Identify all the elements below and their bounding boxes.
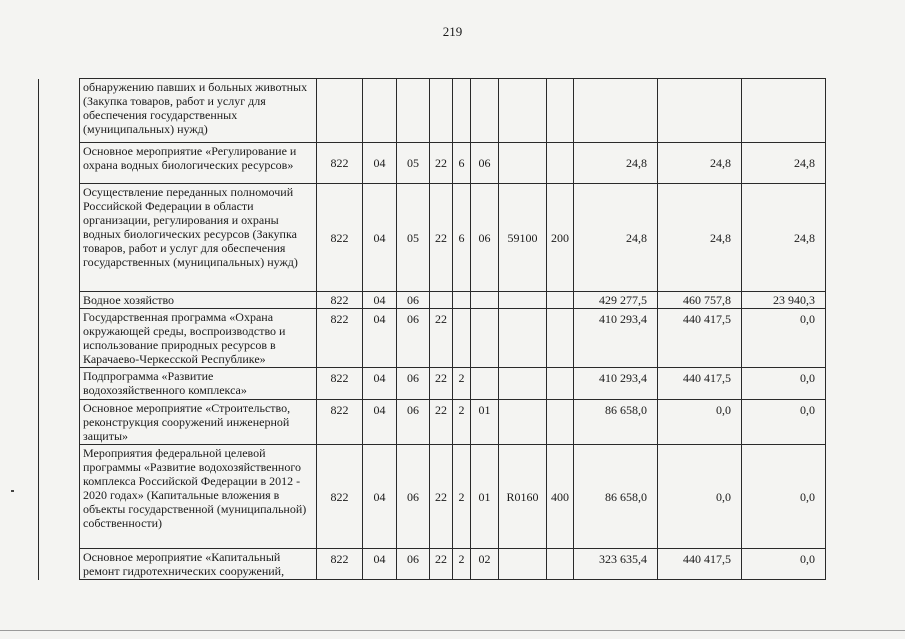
- cell-event: 01: [471, 445, 499, 549]
- cell-ved: 822: [317, 445, 363, 549]
- cell-vr: 200: [547, 184, 574, 292]
- cell-amount-1: 323 635,4: [574, 549, 658, 580]
- cell-event: [471, 309, 499, 368]
- cell-ved: 822: [317, 184, 363, 292]
- scan-speck: [11, 490, 14, 492]
- cell-program: 22: [430, 549, 453, 580]
- cell-margin: [39, 445, 80, 549]
- cell-margin: [39, 368, 80, 400]
- cell-program: 22: [430, 445, 453, 549]
- cell-vr: [547, 309, 574, 368]
- cell-pr: 06: [397, 309, 430, 368]
- cell-subprogram: [453, 79, 471, 143]
- cell-amount-3: 23 940,3: [742, 292, 826, 309]
- cell-pr: 06: [397, 549, 430, 580]
- cell-subprogram: 2: [453, 445, 471, 549]
- cell-margin: [39, 143, 80, 184]
- cell-program: 22: [430, 368, 453, 400]
- cell-direction: R0160: [499, 445, 547, 549]
- table-row: [39, 445, 826, 549]
- cell-event: 01: [471, 400, 499, 445]
- cell-subprogram: 6: [453, 143, 471, 184]
- cell-amount-2: 440 417,5: [658, 549, 742, 580]
- cell-subprogram: 2: [453, 549, 471, 580]
- page-number: 219: [442, 24, 463, 39]
- cell-rz: 04: [363, 400, 397, 445]
- cell-vr: [547, 79, 574, 143]
- cell-amount-2: 24,8: [658, 143, 742, 184]
- cell-name: Подпрограмма «Развитие водохозяйственного комплекса»: [80, 368, 317, 400]
- cell-amount-1: 410 293,4: [574, 309, 658, 368]
- cell-name: Мероприятия федеральной целевой программы «Развитие водохозяйственного комплекса Российской Федерации в 2012 - 2020 годах» (Капитальные вложения в объекты государственной (муниципальной) собственности): [80, 445, 317, 549]
- cell-program: [430, 292, 453, 309]
- cell-subprogram: 2: [453, 400, 471, 445]
- cell-amount-3: 0,0: [742, 445, 826, 549]
- cell-ved: 822: [317, 143, 363, 184]
- cell-event: 06: [471, 184, 499, 292]
- cell-amount-3: 0,0: [742, 549, 826, 580]
- cell-direction: [499, 79, 547, 143]
- cell-event: [471, 292, 499, 309]
- cell-subprogram: 6: [453, 184, 471, 292]
- cell-event: 06: [471, 143, 499, 184]
- cell-amount-2: 0,0: [658, 400, 742, 445]
- table-row: [39, 292, 826, 309]
- cell-direction: [499, 549, 547, 580]
- cell-margin: [39, 184, 80, 292]
- cell-vr: 400: [547, 445, 574, 549]
- table-row: [39, 309, 826, 368]
- cell-margin: [39, 549, 80, 580]
- cell-pr: 05: [397, 143, 430, 184]
- cell-event: [471, 79, 499, 143]
- cell-amount-2: 440 417,5: [658, 309, 742, 368]
- cell-amount-1: 24,8: [574, 143, 658, 184]
- cell-amount-2: 440 417,5: [658, 368, 742, 400]
- budget-table: [38, 78, 826, 580]
- cell-amount-1: [574, 79, 658, 143]
- cell-name: Водное хозяйство: [80, 292, 317, 309]
- cell-name: Осуществление переданных полномочий Российской Федерации в области организации, регулирования и охраны водных биологических ресурсов (Закупка товаров, работ и услуг для обеспечения государственных (муниципальных) нужд): [80, 184, 317, 292]
- cell-amount-3: 24,8: [742, 143, 826, 184]
- cell-amount-2: 24,8: [658, 184, 742, 292]
- cell-program: [430, 79, 453, 143]
- cell-rz: 04: [363, 549, 397, 580]
- cell-name: Основное мероприятие «Строительство, реконструкция сооружений инженерной защиты»: [80, 400, 317, 445]
- table-row: [39, 143, 826, 184]
- cell-rz: 04: [363, 184, 397, 292]
- cell-direction: 59100: [499, 184, 547, 292]
- cell-amount-3: [742, 79, 826, 143]
- cell-amount-1: 24,8: [574, 184, 658, 292]
- cell-direction: [499, 368, 547, 400]
- cell-vr: [547, 368, 574, 400]
- table-row: [39, 79, 826, 143]
- table-row: [39, 368, 826, 400]
- cell-direction: [499, 309, 547, 368]
- cell-pr: 06: [397, 292, 430, 309]
- cell-amount-1: 410 293,4: [574, 368, 658, 400]
- cell-ved: 822: [317, 549, 363, 580]
- cell-pr: [397, 79, 430, 143]
- cell-pr: 05: [397, 184, 430, 292]
- cell-amount-1: 86 658,0: [574, 400, 658, 445]
- cell-direction: [499, 292, 547, 309]
- cell-name: Государственная программа «Охрана окружающей среды, воспроизводство и использование природных ресурсов в Карачаево-Черкесской Республике»: [80, 309, 317, 368]
- cell-amount-3: 24,8: [742, 184, 826, 292]
- cell-ved: 822: [317, 368, 363, 400]
- cell-program: 22: [430, 400, 453, 445]
- table-row: [39, 184, 826, 292]
- table-row: [39, 549, 826, 580]
- cell-ved: 822: [317, 400, 363, 445]
- cell-margin: [39, 309, 80, 368]
- cell-rz: 04: [363, 143, 397, 184]
- cell-vr: [547, 549, 574, 580]
- cell-ved: [317, 79, 363, 143]
- cell-rz: 04: [363, 368, 397, 400]
- cell-subprogram: [453, 309, 471, 368]
- cell-direction: [499, 400, 547, 445]
- cell-event: [471, 368, 499, 400]
- cell-amount-2: [658, 79, 742, 143]
- table-row: [39, 400, 826, 445]
- cell-margin: [39, 400, 80, 445]
- cell-pr: 06: [397, 400, 430, 445]
- cell-event: 02: [471, 549, 499, 580]
- cell-name: Основное мероприятие «Регулирование и охрана водных биологических ресурсов»: [80, 143, 317, 184]
- cell-subprogram: 2: [453, 368, 471, 400]
- scan-edge-line: [0, 630, 905, 631]
- cell-rz: 04: [363, 309, 397, 368]
- cell-amount-1: 86 658,0: [574, 445, 658, 549]
- cell-amount-3: 0,0: [742, 309, 826, 368]
- cell-program: 22: [430, 184, 453, 292]
- cell-ved: 822: [317, 309, 363, 368]
- cell-name: обнаружению павших и больных животных (Закупка товаров, работ и услуг для обеспечения государственных (муниципальных) нужд): [80, 79, 317, 143]
- cell-name: Основное мероприятие «Капитальный ремонт гидротехнических сооружений,: [80, 549, 317, 580]
- cell-direction: [499, 143, 547, 184]
- cell-margin: [39, 79, 80, 143]
- cell-amount-3: 0,0: [742, 368, 826, 400]
- cell-margin: [39, 292, 80, 309]
- cell-vr: [547, 292, 574, 309]
- cell-rz: 04: [363, 445, 397, 549]
- cell-rz: [363, 79, 397, 143]
- cell-ved: 822: [317, 292, 363, 309]
- cell-program: 22: [430, 309, 453, 368]
- cell-rz: 04: [363, 292, 397, 309]
- cell-pr: 06: [397, 368, 430, 400]
- cell-amount-2: 460 757,8: [658, 292, 742, 309]
- cell-amount-3: 0,0: [742, 400, 826, 445]
- cell-amount-1: 429 277,5: [574, 292, 658, 309]
- budget-table-container: [38, 78, 826, 580]
- cell-vr: [547, 143, 574, 184]
- cell-subprogram: [453, 292, 471, 309]
- cell-pr: 06: [397, 445, 430, 549]
- cell-vr: [547, 400, 574, 445]
- cell-program: 22: [430, 143, 453, 184]
- cell-amount-2: 0,0: [658, 445, 742, 549]
